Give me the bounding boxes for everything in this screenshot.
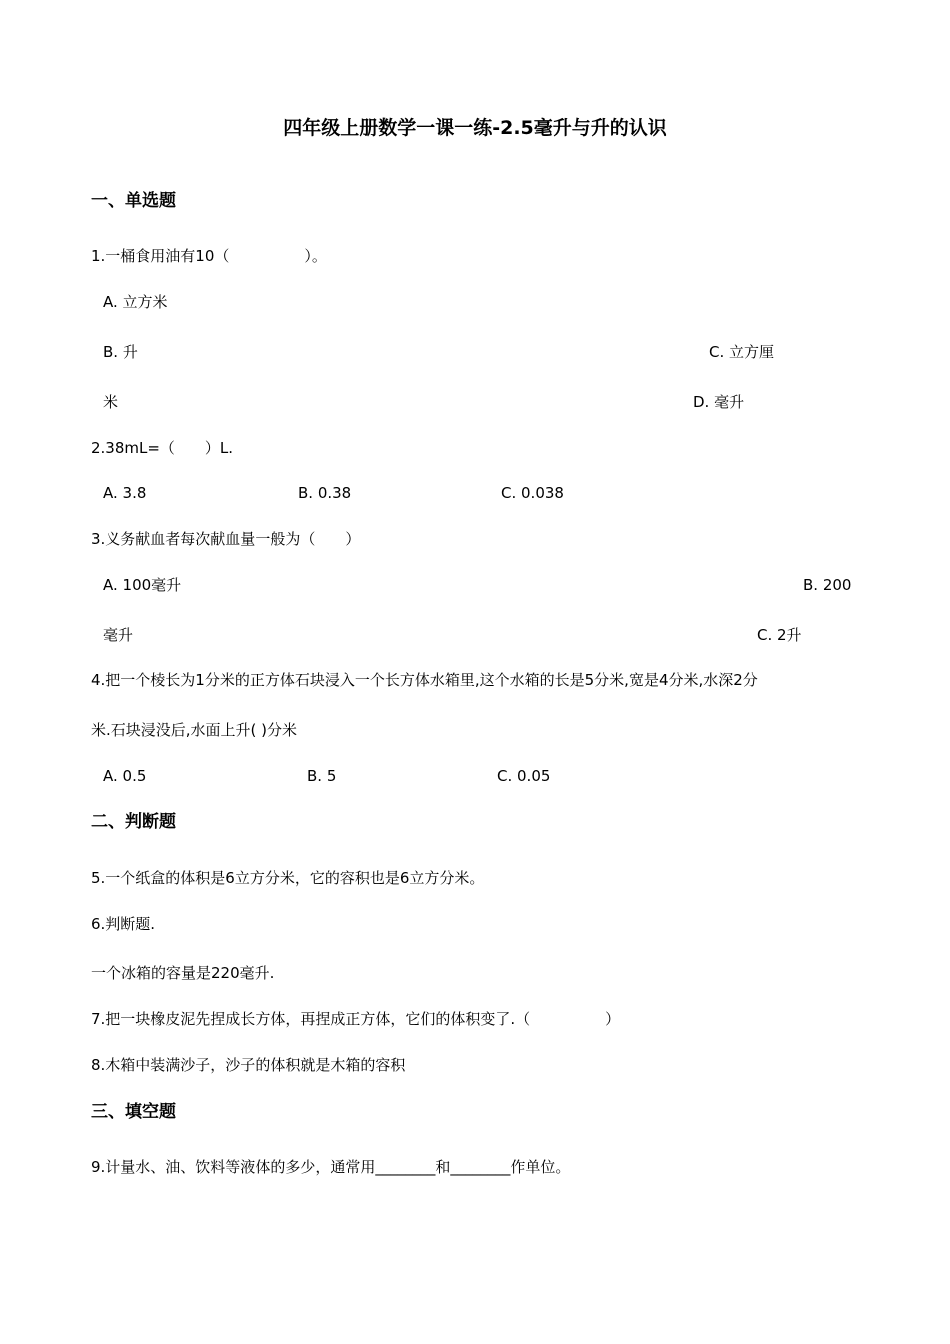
question-1-option-c: C. 立方厘 [709, 343, 775, 361]
question-9: 9.计量水、油、饮料等液体的多少，通常用________和________作单位。 [91, 1158, 571, 1176]
section-heading-true-false: 二、判断题 [91, 812, 176, 832]
page-title: 四年级上册数学一课一练-2.5毫升与升的认识 [283, 117, 667, 139]
question-1-option-c-continued: 米 [103, 393, 119, 411]
question-4-option-a: A. 0.5 [103, 767, 147, 785]
question-4-option-c: C. 0.05 [497, 767, 551, 785]
question-4-option-b: B. 5 [307, 767, 337, 785]
question-3-stem: 3.义务献血者每次献血量一般为（ ） [91, 530, 361, 548]
question-5: 5.一个纸盒的体积是6立方分米，它的容积也是6立方分米。 [91, 869, 485, 887]
question-1-option-a: A. 立方米 [103, 293, 168, 311]
question-3-option-b: B. 200 [803, 576, 852, 594]
question-1-stem: 1.一桶食用油有10（ ）。 [91, 247, 327, 265]
question-6-line-1: 6.判断题. [91, 915, 156, 933]
question-4-stem-line-2: 米.石块浸没后,水面上升( )分米 [91, 721, 298, 739]
question-6-line-2: 一个冰箱的容量是220毫升. [91, 964, 275, 982]
question-2-option-b: B. 0.38 [298, 484, 352, 502]
question-3-option-c: C. 2升 [757, 626, 802, 644]
question-2-option-c: C. 0.038 [501, 484, 564, 502]
question-7: 7.把一块橡皮泥先捏成长方体，再捏成正方体，它们的体积变了.（ ） [91, 1010, 621, 1028]
question-3-option-a: A. 100毫升 [103, 576, 182, 594]
question-2-option-a: A. 3.8 [103, 484, 147, 502]
question-4-stem-line-1: 4.把一个棱长为1分米的正方体石块浸入一个长方体水箱里,这个水箱的长是5分米,宽是4分米,水深2分 [91, 671, 758, 689]
question-1-option-d: D. 毫升 [693, 393, 745, 411]
question-2-stem: 2.38mL=（ ）L. [91, 439, 234, 457]
section-heading-fill-blank: 三、填空题 [91, 1102, 176, 1122]
section-heading-single-choice: 一、单选题 [91, 191, 176, 211]
question-1-option-b: B. 升 [103, 343, 138, 361]
question-3-option-b-continued: 毫升 [103, 626, 134, 644]
question-8: 8.木箱中装满沙子，沙子的体积就是木箱的容积 [91, 1056, 406, 1074]
